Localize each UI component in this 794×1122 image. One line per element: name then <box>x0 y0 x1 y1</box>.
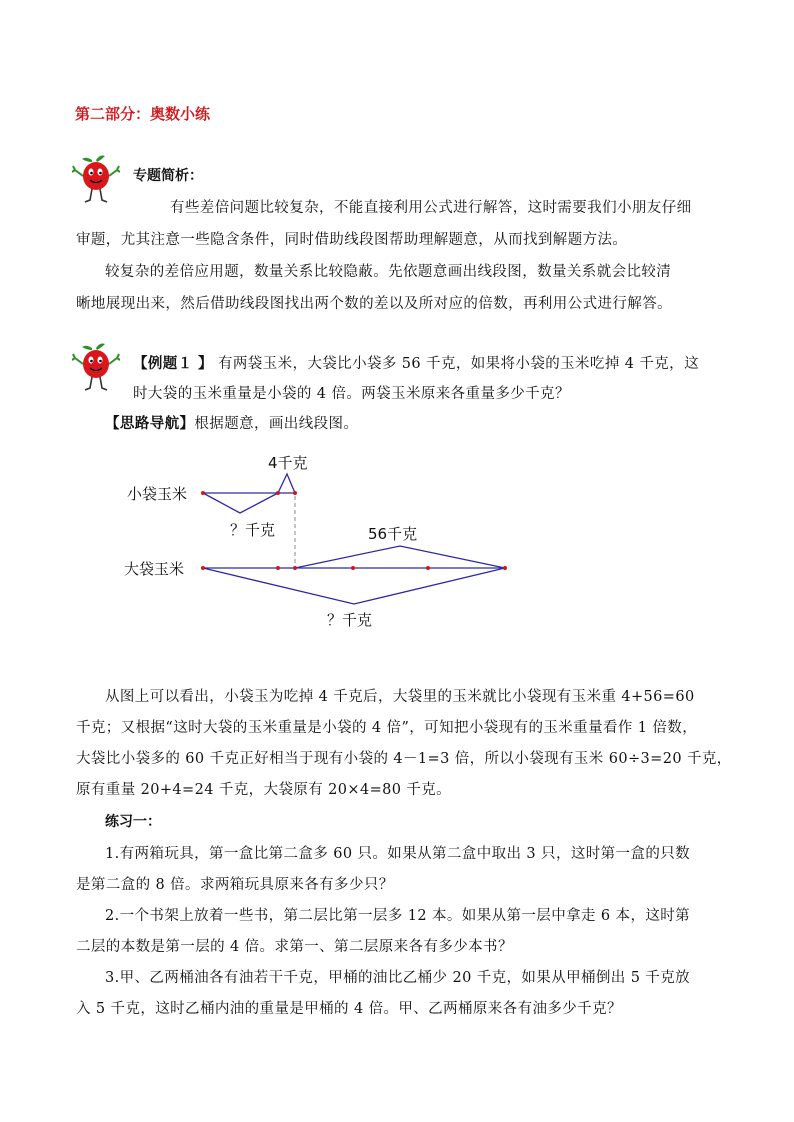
segment-point <box>276 566 280 570</box>
segment-point <box>503 566 507 570</box>
practice-line: 3.甲、乙两桶油各有油若干千克，甲桶的油比乙桶少 20 千克，如果从甲桶倒出 5 千克放 <box>105 970 691 986</box>
segment-point <box>276 491 280 495</box>
big-unknown-brace <box>203 568 505 604</box>
topic-line: 审题，尤其注意一些隐含条件，同时借助线段图帮助理解题意，从而找到解题方法。 <box>76 232 628 248</box>
example-line <box>133 348 699 380</box>
topic-line: 晰地展现出来，然后借助线段图找出两个数的差以及所对应的倍数，再利用公式进行解答。 <box>76 296 672 312</box>
segment-point <box>201 566 205 570</box>
practice-heading: 练习一： <box>105 814 161 830</box>
solution-line: 从图上可以看出，小袋玉为吃掉 4 千克后，大袋里的玉米就比小袋现有玉米重 4+56=60 <box>105 689 695 705</box>
segment-point <box>351 566 355 570</box>
topic-heading: 专题简析： <box>133 168 203 184</box>
topic-line: 有些差倍问题比较复杂，不能直接利用公式进行解答，这时需要我们小朋友仔细 <box>170 200 692 216</box>
solution-line: 千克；又根据“这时大袋的玉米重量是小袋的 4 倍”，可知把小袋现有的玉米重量看作 1 倍数， <box>76 720 698 736</box>
diff-label: 56千克 <box>368 525 418 543</box>
practice-line: 是第二盒的 8 倍。求两箱玩具原来各有多少只？ <box>76 877 394 893</box>
segment-point <box>293 491 297 495</box>
eaten-label: 4千克 <box>268 454 308 472</box>
apple-mascot-icon <box>72 342 120 394</box>
segment-point <box>293 566 297 570</box>
small-bag-label: 小袋玉米 <box>127 485 188 503</box>
practice-line: 1.有两箱玩具，第一盒比第二盒多 60 只。如果从第二盒中取出 3 只，这时第一盒的只数 <box>105 846 691 862</box>
small-unknown-brace <box>203 493 278 513</box>
big-bag-label: 大袋玉米 <box>124 560 185 578</box>
segment-point <box>201 491 205 495</box>
hint-label: 【思路导航】 <box>105 416 195 432</box>
topic-line: 较复杂的差倍应用题，数量关系比较隐蔽。先依题意画出线段图，数量关系就会比较清 <box>105 264 672 280</box>
diff-brace <box>295 546 505 568</box>
big-unknown-label: ？千克 <box>327 611 373 629</box>
solution-line: 大袋比小袋多的 60 千克正好相当于现有小袋的 4－1=3 倍，所以小袋现有玉米 60÷3=20 千克， <box>76 751 732 767</box>
segment-point <box>426 566 430 570</box>
example-text: 有两袋玉米，大袋比小袋多 56 千克，如果将小袋的玉米吃掉 4 千克，这 <box>217 356 699 372</box>
eaten-brace <box>278 474 295 493</box>
apple-mascot-icon <box>72 154 120 206</box>
practice-line: 2.一个书架上放着一些书，第二层比第一层多 12 本。如果从第一层中拿走 6 本，这时第 <box>105 908 691 924</box>
practice-line: 入 5 千克，这时乙桶内油的重量是甲桶的 4 倍。甲、乙两桶原来各有油多少千克？ <box>76 1001 622 1017</box>
hint-line <box>105 408 358 440</box>
example-label: 【例题１ 】 <box>133 356 213 372</box>
solution-line: 原有重量 20+4=24 千克，大袋原有 20×4=80 千克。 <box>76 782 452 798</box>
practice-line: 二层的本数是第一层的 4 倍。求第一、第二层原来各有多少本书？ <box>76 939 513 955</box>
segment-diagram <box>0 440 794 640</box>
small-unknown-label: ？千克 <box>230 521 276 539</box>
hint-text: 根据题意，画出线段图。 <box>194 416 359 432</box>
example-line: 时大袋的玉米重量是小袋的 4 倍。两袋玉米原来各重量多少千克？ <box>133 386 570 402</box>
section-title: 第二部分：奥数小练 <box>75 105 211 123</box>
